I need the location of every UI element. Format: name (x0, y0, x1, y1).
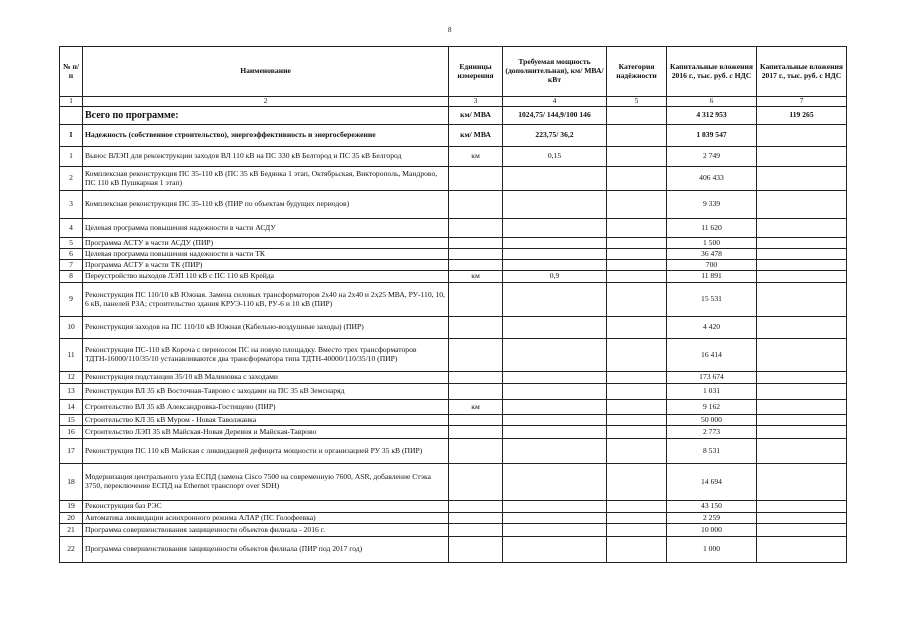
table-row (60, 400, 847, 415)
row-number: 11 (60, 339, 83, 372)
row-name: Переустройство выходов ЛЭП 110 кВ с ПС 110 кВ Крейда (83, 271, 449, 283)
row-investment-2016: 36 478 (667, 249, 757, 260)
row-number: 17 (60, 439, 83, 464)
page-number: 8 (448, 26, 452, 34)
row-unit: км (449, 400, 503, 415)
row-power (503, 464, 607, 501)
row-investment-2016: 10 000 (667, 524, 757, 537)
row-number: 9 (60, 283, 83, 317)
row-unit: км (449, 147, 503, 167)
row-investment-2017 (757, 537, 847, 563)
row-investment-2016: 1 000 (667, 537, 757, 563)
table-row (60, 238, 847, 249)
row-investment-2017 (757, 191, 847, 219)
row-investment-2017 (757, 426, 847, 439)
row-investment-2017 (757, 219, 847, 238)
column-number-row (60, 97, 847, 107)
table-row (60, 147, 847, 167)
table-row (60, 384, 847, 400)
column-number: 4 (503, 97, 607, 107)
row-category (607, 439, 667, 464)
row-name: Строительство ЛЭП 35 кВ Майская-Новая Деревня и Майская-Таврово (83, 426, 449, 439)
row-category (607, 415, 667, 426)
row-number: 12 (60, 372, 83, 384)
row-name: Комплексная реконструкция ПС 35-110 кВ (ПИР по объектам будущих периодов) (83, 191, 449, 219)
row-power (503, 317, 607, 339)
row-investment-2016: 11 891 (667, 271, 757, 283)
row-number: 10 (60, 317, 83, 339)
row-category (607, 524, 667, 537)
row-investment-2016: 2 773 (667, 426, 757, 439)
row-power (503, 524, 607, 537)
row-name: Реконструкция ПС-110 кВ Короча с переносом ПС на новую площадку. Вместо трех трансформаторов ТДТН-16000/110/35/10 устанавливаются два трансформатора типа ТДТН-40000/110/35/10 (ПИР) (83, 339, 449, 372)
row-category (607, 317, 667, 339)
table-row (60, 513, 847, 524)
table-row (60, 249, 847, 260)
row-investment-2017 (757, 464, 847, 501)
row-investment-2016: 406 433 (667, 167, 757, 191)
row-number: 4 (60, 219, 83, 238)
row-name: Модернизация центрального узла ЕСПД (замена Cisco 7500 на современную 7600, ASR, добавление Стэка 3750, переключение ЕСПД на Ethernet транспорт over SDH) (83, 464, 449, 501)
table-row (60, 317, 847, 339)
row-investment-2017 (757, 384, 847, 400)
column-number: 6 (667, 97, 757, 107)
row-unit (449, 464, 503, 501)
row-number (60, 107, 83, 125)
row-power (503, 219, 607, 238)
row-investment-2016: 8 531 (667, 439, 757, 464)
row-unit (449, 260, 503, 271)
row-unit (449, 317, 503, 339)
table-row (60, 260, 847, 271)
row-category (607, 426, 667, 439)
row-investment-2017 (757, 513, 847, 524)
row-name: Целевая программа повышения надежности в части АСДУ (83, 219, 449, 238)
header-category: Категория надёжности (607, 47, 667, 97)
table-row (60, 191, 847, 219)
row-investment-2016: 16 414 (667, 339, 757, 372)
row-unit (449, 249, 503, 260)
row-number: 13 (60, 384, 83, 400)
row-name: Реконструкция подстанции 35/10 кВ Малиновка с заходами (83, 372, 449, 384)
row-investment-2016: 50 000 (667, 415, 757, 426)
row-investment-2017 (757, 249, 847, 260)
row-investment-2017 (757, 283, 847, 317)
row-investment-2017 (757, 271, 847, 283)
row-unit (449, 191, 503, 219)
row-category (607, 271, 667, 283)
row-power (503, 283, 607, 317)
row-name: Строительство КЛ 35 кВ Муром - Новая Таволжанка (83, 415, 449, 426)
row-category (607, 125, 667, 147)
row-category (607, 464, 667, 501)
row-investment-2016: 4 312 953 (667, 107, 757, 125)
row-unit (449, 513, 503, 524)
row-number: 6 (60, 249, 83, 260)
row-category (607, 513, 667, 524)
row-unit (449, 524, 503, 537)
row-number: I (60, 125, 83, 147)
row-unit (449, 426, 503, 439)
table-row (60, 464, 847, 501)
row-investment-2017 (757, 125, 847, 147)
row-name: Реконструкция ВЛ 35 кВ Восточная-Таврово с заходами на ПС 35 кВ Земснаряд (83, 384, 449, 400)
row-investment-2016: 700 (667, 260, 757, 271)
row-investment-2017 (757, 339, 847, 372)
row-name: Реконструкция заходов на ПС 110/10 кВ Южная (Кабельно-воздушные заходы) (ПИР) (83, 317, 449, 339)
row-power (503, 415, 607, 426)
row-category (607, 191, 667, 219)
table-row (60, 219, 847, 238)
row-name: Программа совершенствования защищенности объектов филиала - 2016 г. (83, 524, 449, 537)
row-power (503, 260, 607, 271)
row-investment-2017: 119 265 (757, 107, 847, 125)
row-investment-2017 (757, 501, 847, 513)
row-unit (449, 372, 503, 384)
row-investment-2017 (757, 372, 847, 384)
row-category (607, 238, 667, 249)
row-name: Надежность (собственное строительство), энергоэффективность и энергосбережение (83, 125, 449, 147)
table-row (60, 501, 847, 513)
row-power (503, 439, 607, 464)
header-investment-2016: Капитальные вложения 2016 г., тыс. руб. с НДС (667, 47, 757, 97)
row-investment-2017 (757, 260, 847, 271)
row-name: Вынос ВЛЭП для реконструкции заходов ВЛ 110 кВ на ПС 330 кВ Белгород и ПС 35 кВ Белгород (83, 147, 449, 167)
row-number: 3 (60, 191, 83, 219)
row-power: 0,15 (503, 147, 607, 167)
row-investment-2017 (757, 439, 847, 464)
row-name: Целевая программа повышения надежности в части ТК (83, 249, 449, 260)
row-category (607, 260, 667, 271)
row-name: Программа АСТУ в части АСДУ (ПИР) (83, 238, 449, 249)
row-category (607, 147, 667, 167)
row-category (607, 283, 667, 317)
row-unit (449, 384, 503, 400)
row-unit (449, 167, 503, 191)
table-row-total (60, 107, 847, 125)
row-number: 21 (60, 524, 83, 537)
column-number: 2 (83, 97, 449, 107)
header-number: № п/п (60, 47, 83, 97)
row-unit (449, 439, 503, 464)
row-number: 18 (60, 464, 83, 501)
row-unit (449, 415, 503, 426)
row-category (607, 384, 667, 400)
row-power (503, 426, 607, 439)
row-number: 20 (60, 513, 83, 524)
column-number: 7 (757, 97, 847, 107)
row-unit (449, 537, 503, 563)
row-investment-2016: 173 674 (667, 372, 757, 384)
row-number: 19 (60, 501, 83, 513)
row-name: Программа АСТУ в части ТК (ПИР) (83, 260, 449, 271)
row-power (503, 400, 607, 415)
row-unit (449, 339, 503, 372)
row-number: 8 (60, 271, 83, 283)
row-investment-2017 (757, 238, 847, 249)
table-row (60, 167, 847, 191)
row-power: 223,75/ 36,2 (503, 125, 607, 147)
row-power: 0,9 (503, 271, 607, 283)
row-category (607, 372, 667, 384)
table-row (60, 524, 847, 537)
row-investment-2016: 9 339 (667, 191, 757, 219)
row-category (607, 400, 667, 415)
row-investment-2017 (757, 147, 847, 167)
table-row (60, 537, 847, 563)
row-category (607, 339, 667, 372)
table-row (60, 415, 847, 426)
row-investment-2016: 11 620 (667, 219, 757, 238)
table-row (60, 283, 847, 317)
row-category (607, 249, 667, 260)
row-investment-2017 (757, 317, 847, 339)
row-investment-2016: 9 162 (667, 400, 757, 415)
row-unit: км (449, 271, 503, 283)
row-name: Строительство ВЛ 35 кВ Александровка-Гостищево (ПИР) (83, 400, 449, 415)
table-row (60, 426, 847, 439)
row-investment-2016: 1 839 547 (667, 125, 757, 147)
row-number: 16 (60, 426, 83, 439)
row-category (607, 219, 667, 238)
row-investment-2016: 2 749 (667, 147, 757, 167)
row-power (503, 191, 607, 219)
row-number: 5 (60, 238, 83, 249)
row-name: Автоматика ликвидации асинхронного режима АЛАР (ПС Голофеевка) (83, 513, 449, 524)
column-number: 3 (449, 97, 503, 107)
row-power (503, 513, 607, 524)
row-investment-2016: 1 031 (667, 384, 757, 400)
row-name: Реконструкция ПС 110 кВ Майская с ликвидацией дефицита мощности и организацией РУ 35 кВ (ПИР) (83, 439, 449, 464)
row-name: Реконструкция баз РЭС (83, 501, 449, 513)
row-number: 2 (60, 167, 83, 191)
row-number: 22 (60, 537, 83, 563)
row-investment-2016: 2 259 (667, 513, 757, 524)
row-power (503, 167, 607, 191)
header-name: Наименование (83, 47, 449, 97)
row-power (503, 537, 607, 563)
row-investment-2017 (757, 167, 847, 191)
row-investment-2017 (757, 415, 847, 426)
row-power: 1024,75/ 144,9/100 146 (503, 107, 607, 125)
row-power (503, 249, 607, 260)
row-name: Всего по программе: (83, 107, 449, 125)
row-investment-2016: 1 500 (667, 238, 757, 249)
row-category (607, 501, 667, 513)
header-investment-2017: Капитальные вложения 2017 г., тыс. руб. с НДС (757, 47, 847, 97)
row-number: 15 (60, 415, 83, 426)
table-row (60, 439, 847, 464)
column-number: 5 (607, 97, 667, 107)
table-row-section (60, 125, 847, 147)
row-category (607, 107, 667, 125)
row-investment-2017 (757, 524, 847, 537)
row-name: Комплексная реконструкция ПС 35-110 кВ (ПС 35 кВ Бедянка 1 этап, Октябрьская, Викторополь, Мандрово, ПС 110 кВ Пушкарная 1 этап) (83, 167, 449, 191)
row-number: 7 (60, 260, 83, 271)
header-row (60, 47, 847, 97)
row-unit: км/ МВА (449, 107, 503, 125)
row-investment-2017 (757, 400, 847, 415)
row-power (503, 339, 607, 372)
row-investment-2016: 43 150 (667, 501, 757, 513)
header-power: Требуемая мощность (дополнительная), км/ МВА/ кВт (503, 47, 607, 97)
row-category (607, 167, 667, 191)
row-name: Программа совершенствования защищенности объектов филиала (ПИР под 2017 год) (83, 537, 449, 563)
row-name: Реконструкция ПС 110/10 кВ Южная. Замена силовых трансформаторов 2х40 на 2х40 и 2х25 МВА, РУ-110, 10, 6 кВ, панелей РЗА; строительство здания КРУЭ-110 кВ, РУ-6 и 10 кВ (ПИР) (83, 283, 449, 317)
table-row (60, 339, 847, 372)
investment-table (59, 46, 847, 563)
column-number: 1 (60, 97, 83, 107)
row-unit: км/ МВА (449, 125, 503, 147)
row-unit (449, 283, 503, 317)
table-row (60, 271, 847, 283)
row-power (503, 501, 607, 513)
row-power (503, 372, 607, 384)
row-unit (449, 238, 503, 249)
row-investment-2016: 15 531 (667, 283, 757, 317)
row-number: 14 (60, 400, 83, 415)
table-row (60, 372, 847, 384)
row-number: 1 (60, 147, 83, 167)
row-investment-2016: 4 420 (667, 317, 757, 339)
header-unit: Единицы измерения (449, 47, 503, 97)
row-investment-2016: 14 694 (667, 464, 757, 501)
row-category (607, 537, 667, 563)
row-power (503, 238, 607, 249)
row-unit (449, 219, 503, 238)
row-power (503, 384, 607, 400)
row-unit (449, 501, 503, 513)
